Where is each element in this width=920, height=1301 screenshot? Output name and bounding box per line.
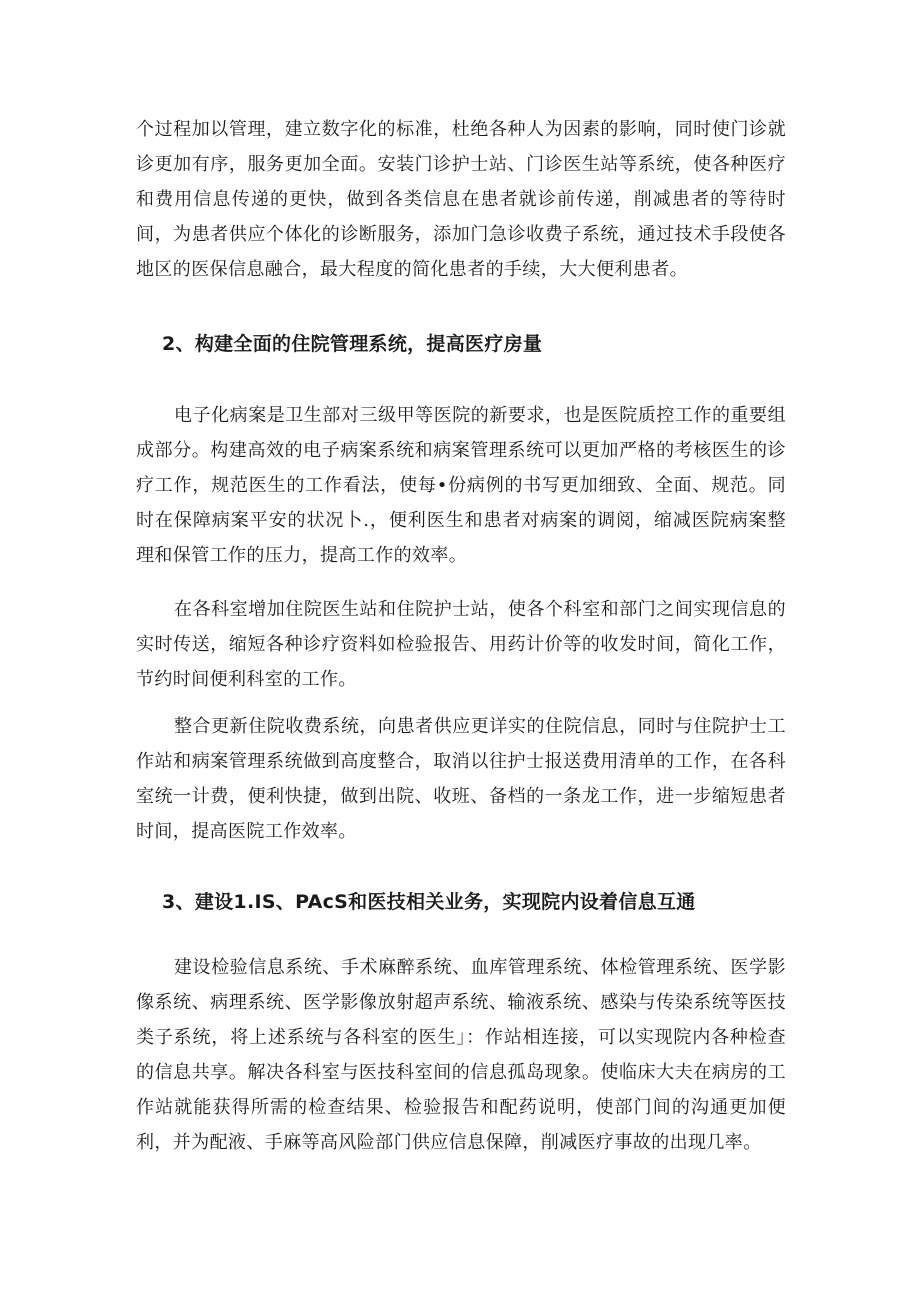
continuation-paragraph: 个过程加以管理，建立数字化的标准，杜绝各种人为因素的影响，同时使门诊就诊更加有序，服务更加全面。安装门诊护士站、门诊医生站等系统，使各种医疗和费用信息传递的更快，做到各类信息在患者就诊前传递，削减患者的等待时间，为患者供应个体化的诊断服务，添加门急诊收费子系统，通过技术手段使各地区的医保信息融合，最大程度的简化患者的手续，大大便利患者。: [136, 119, 786, 280]
section-2-heading: 2、构建全面的住院管理系统，提高医疗房量: [162, 333, 543, 355]
section-3-paragraph-1: 建设检验信息系统、手术麻醉系统、血库管理系统、体检管理系统、医学影像系统、病理系统、医学影像放射超声系统、输液系统、感染与传染系统等医技类子系统，将上述系统与各科室的医生」：作站相连接，可以实现院内各种检查的信息共享。解决各科室与医技科室间的信息孤岛现象。使临床大夫在病房的工作站就能获得所需的检查结果、检验报告和配药说明，使部门间的沟通更加便利，并为配液、手麻等高风险部门供应信息保障，削减医疗事故的出现几率。: [136, 957, 786, 1153]
section-2-paragraph-2: 在各科室增加住院医生站和住院护士站，使各个科室和部门之间实现信息的实时传送，缩短各种诊疗资料如检验报告、用药计价等的收发时间，简化工作，节约时间便利科室的工作。: [136, 599, 786, 690]
section-2-paragraph-3: 整合更新住院收费系统，向患者供应更详实的住院信息，同时与住院护士工作站和病案管理系统做到高度整合，取消以往护士报送费用清单的工作，在各科室统一计费，便利快捷，做到出院、收班、备档的一条龙工作，进一步缩短患者时间，提高医院工作效率。: [136, 716, 786, 842]
section-2-paragraph-1: 电子化病案是卫生部对三级甲等医院的新要求，也是医院质控工作的重要组成部分。构建高效的电子病案系统和病案管理系统可以更加严格的考核医生的诊疗工作，规范医生的工作看法，使每•份病例的书写更加细致、全面、规范。同时在保障病案平安的状况卜.，便利医生和患者对病案的调阅，缩减医院病案整理和保管工作的压力，提高工作的效率。: [136, 405, 786, 566]
section-3-heading: 3、建设1.IS、PAcS和医技相关业务，实现院内设着信息互通: [162, 891, 696, 913]
